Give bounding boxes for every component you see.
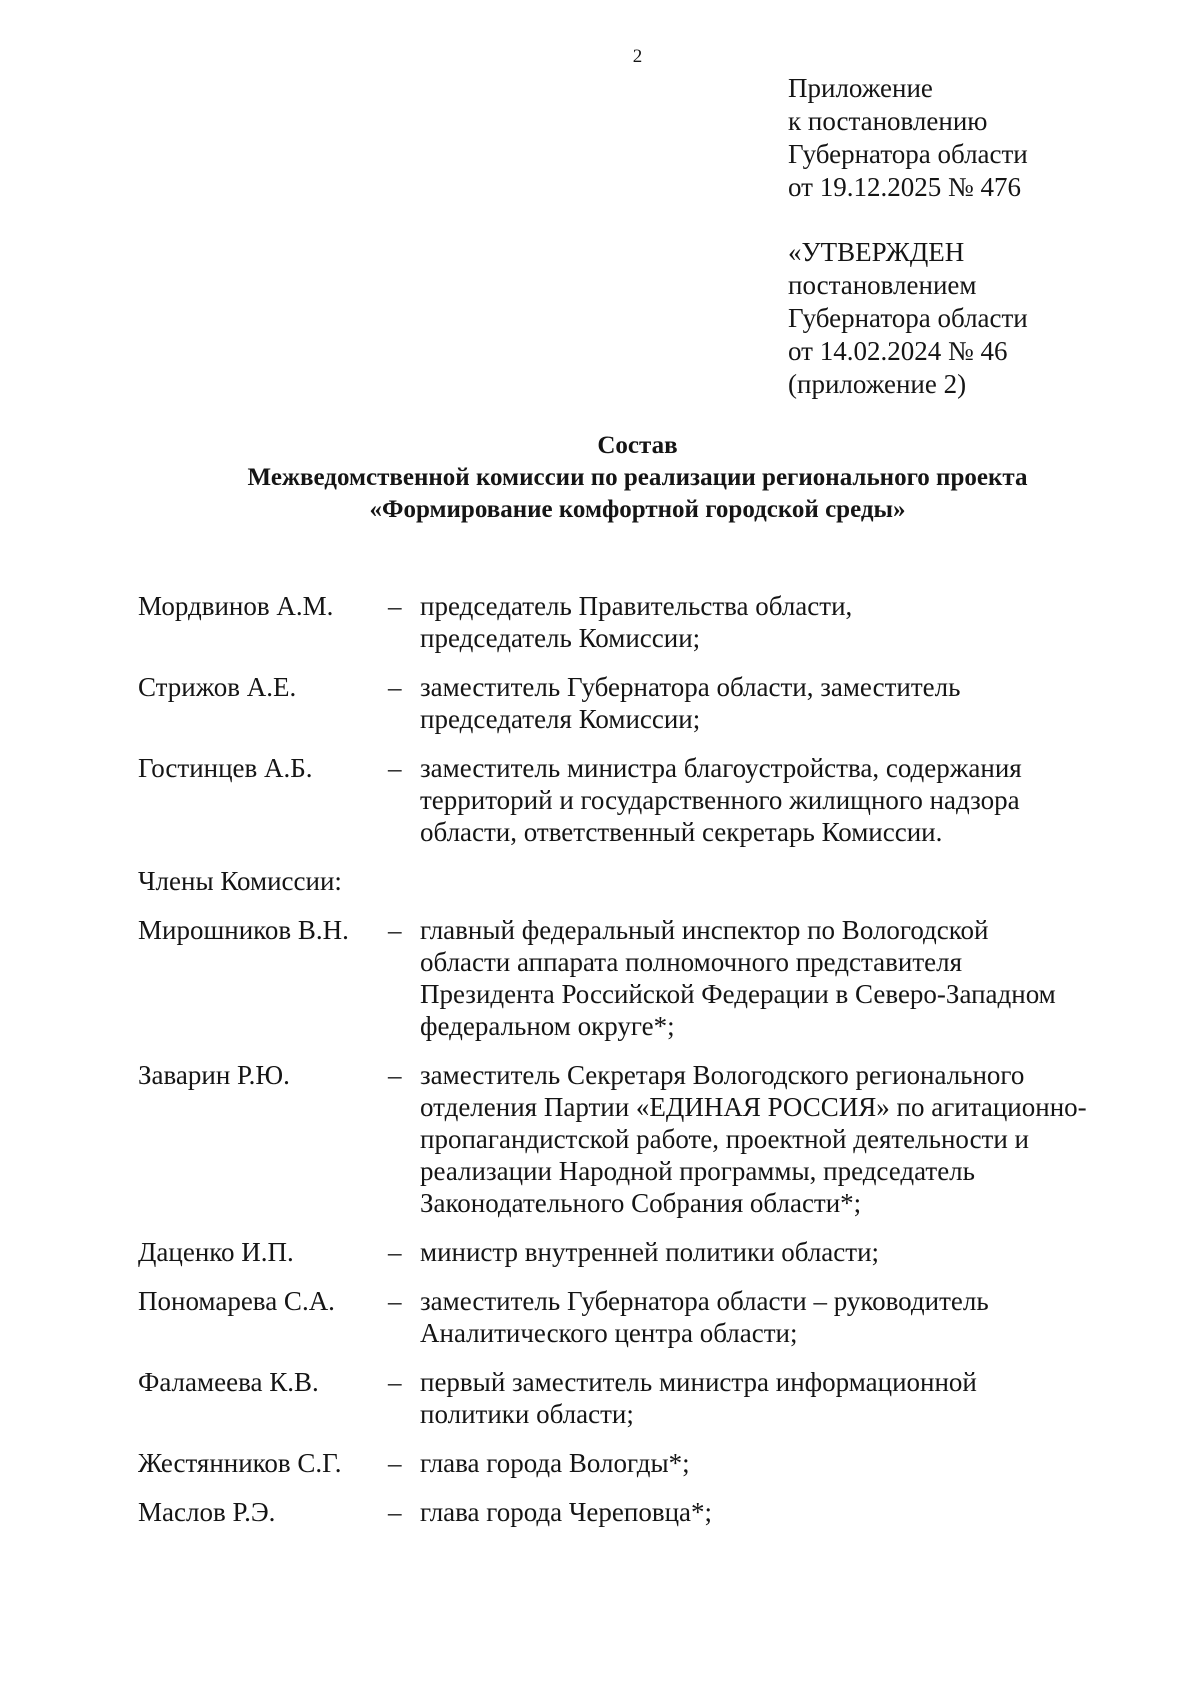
member-role <box>420 1285 1138 1349</box>
member-dash: – <box>388 1448 402 1478</box>
member-name: Стрижов А.Е. <box>138 672 297 702</box>
member-role <box>420 914 1138 1042</box>
document-title <box>0 430 1200 526</box>
member-role-line: политики области; <box>420 1399 634 1429</box>
member-role-line: председателя Комиссии; <box>420 704 701 734</box>
member-dash: – <box>388 753 402 783</box>
member-role-line: глава города Вологды*; <box>420 1448 690 1478</box>
member-role-line: главный федеральный инспектор по Вологодской <box>420 915 989 945</box>
approval-line: (приложение 2) <box>788 369 967 399</box>
member-role-line: первый заместитель министра информационной <box>420 1367 977 1397</box>
member-name: Жестянников С.Г. <box>138 1448 342 1478</box>
member-dash: – <box>388 1060 402 1090</box>
member-role-line: отделения Партии «ЕДИНАЯ РОССИЯ» по агитационно- <box>420 1092 1087 1122</box>
member-name: Заварин Р.Ю. <box>138 1060 290 1090</box>
commission-member-list <box>138 590 1138 1545</box>
member-role-line: заместитель Секретаря Вологодского регионального <box>420 1060 1025 1090</box>
member-row <box>138 1447 1138 1479</box>
member-role <box>420 1366 1138 1430</box>
member-role-line: Законодательного Собрания области*; <box>420 1188 862 1218</box>
member-row <box>138 1366 1138 1430</box>
member-dash: – <box>388 591 402 621</box>
appendix-reference <box>788 72 1028 204</box>
member-row <box>138 1059 1138 1219</box>
member-role-line: заместитель министра благоустройства, содержания <box>420 753 1022 783</box>
member-name: Мирошников В.Н. <box>138 915 349 945</box>
member-dash: – <box>388 1497 402 1527</box>
member-role-line: территорий и государственного жилищного надзора <box>420 785 1020 815</box>
member-role-line: Президента Российской Федерации в Северо-Западном <box>420 979 1056 1009</box>
approval-line: постановлением <box>788 270 977 300</box>
member-role-line: области, ответственный секретарь Комиссии. <box>420 817 943 847</box>
member-dash: – <box>388 1286 402 1316</box>
member-dash: – <box>388 672 402 702</box>
member-name: Гостинцев А.Б. <box>138 753 313 783</box>
approval-line: «УТВЕРЖДЕН <box>788 237 965 267</box>
member-role-line: реализации Народной программы, председатель <box>420 1156 975 1186</box>
member-role <box>420 1496 1138 1528</box>
member-dash: – <box>388 1367 402 1397</box>
member-role-line: председатель Правительства области, <box>420 591 853 621</box>
member-role-line: Аналитического центра области; <box>420 1318 798 1348</box>
approval-stamp-text <box>788 236 1028 401</box>
appendix-line: к постановлению <box>788 106 988 136</box>
member-role-line: председатель Комиссии; <box>420 623 701 653</box>
member-role-line: федеральном округе*; <box>420 1011 675 1041</box>
member-role <box>420 752 1138 848</box>
member-role <box>420 590 1138 654</box>
member-role-line: министр внутренней политики области; <box>420 1237 880 1267</box>
member-role-line: области аппарата полномочного представителя <box>420 947 963 977</box>
members-section-label: Члены Комиссии: <box>138 866 342 896</box>
member-row <box>138 1285 1138 1349</box>
member-role-line: глава города Череповца*; <box>420 1497 713 1527</box>
member-dash: – <box>388 1237 402 1267</box>
member-name: Маслов Р.Э. <box>138 1497 276 1527</box>
member-role <box>420 1236 1138 1268</box>
approval-line: от 14.02.2024 № 46 <box>788 336 1008 366</box>
member-row <box>138 1496 1138 1528</box>
member-role-line: пропагандистской работе, проектной деятельности и <box>420 1124 1030 1154</box>
member-row <box>138 671 1138 735</box>
member-name: Даценко И.П. <box>138 1237 294 1267</box>
member-role <box>420 1059 1138 1219</box>
title-line-3: «Формирование комфортной городской среды» <box>369 496 906 523</box>
title-line-1: Состав <box>597 432 678 459</box>
member-dash: – <box>388 915 402 945</box>
member-name: Мордвинов А.М. <box>138 591 334 621</box>
member-row <box>138 590 1138 654</box>
member-role-line: заместитель Губернатора области, заместитель <box>420 672 961 702</box>
member-role <box>420 671 1138 735</box>
page-number: 2 <box>632 46 643 67</box>
member-row <box>138 1236 1138 1268</box>
appendix-line: Губернатора области <box>788 139 1028 169</box>
member-name: Пономарева С.А. <box>138 1286 335 1316</box>
member-role <box>420 1447 1138 1479</box>
member-row <box>138 914 1138 1042</box>
title-line-2: Межведомственной комиссии по реализации регионального проекта <box>247 464 1028 491</box>
appendix-line: Приложение <box>788 73 933 103</box>
appendix-line: от 19.12.2025 № 476 <box>788 172 1021 202</box>
approval-line: Губернатора области <box>788 303 1028 333</box>
member-role-line: заместитель Губернатора области – руководитель <box>420 1286 989 1316</box>
member-row <box>138 752 1138 848</box>
member-name: Фаламеева К.В. <box>138 1367 319 1397</box>
